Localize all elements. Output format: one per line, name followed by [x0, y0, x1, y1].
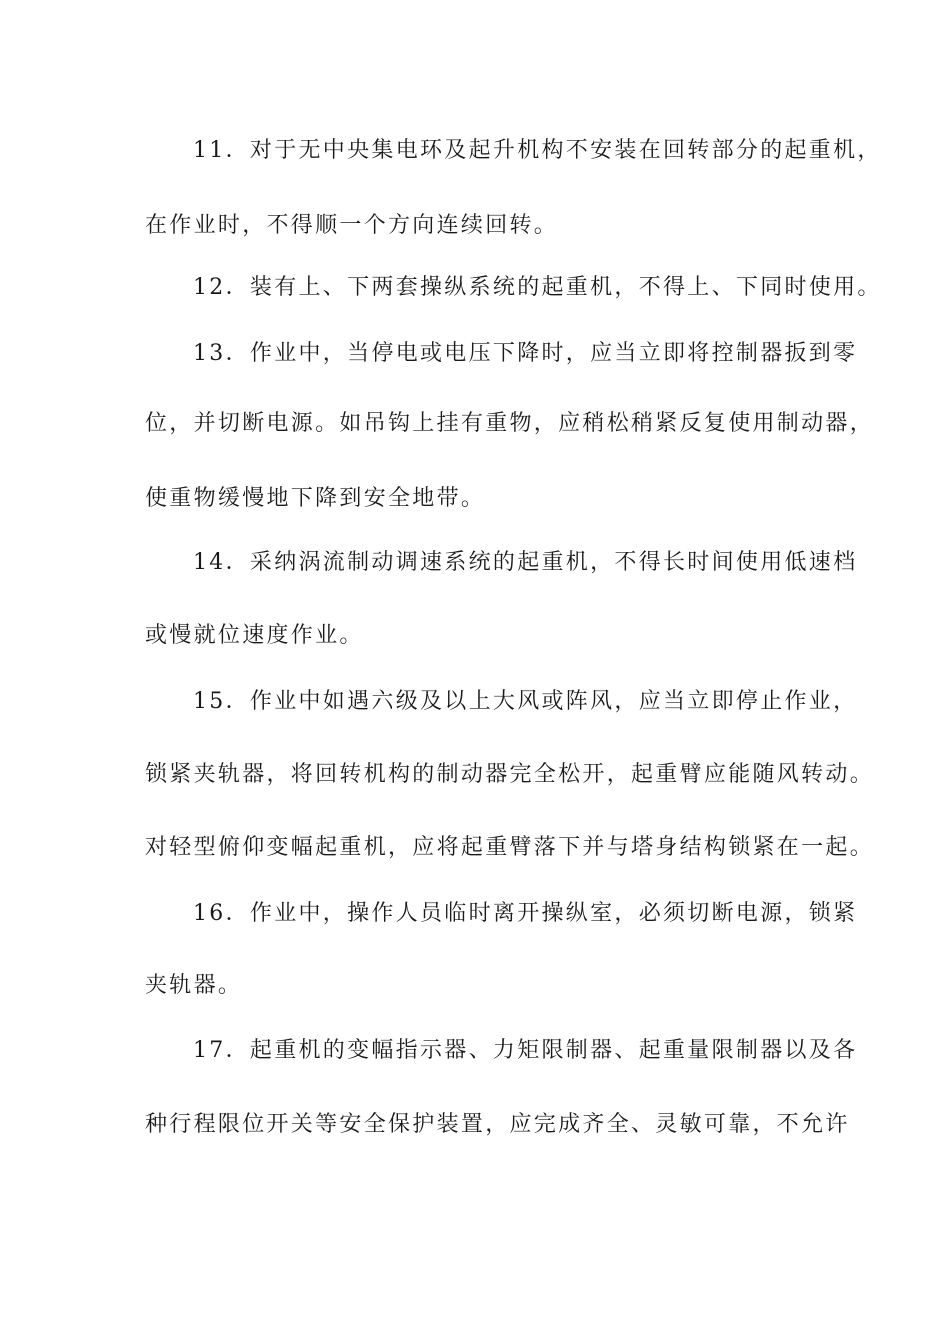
- paragraph-14-line-2: 或慢就位速度作业。: [145, 623, 364, 648]
- paragraph-14-line-1: 14．采纳涡流制动调速系统的起重机，不得长时间使用低速档: [193, 550, 858, 575]
- paragraph-13-line-1: 13．作业中，当停电或电压下降时，应当立即将控制器扳到零: [193, 341, 858, 366]
- paragraph-16-line-1: 16．作业中，操作人员临时离开操纵室，必须切断电源，锁紧: [193, 901, 858, 926]
- paragraph-13-line-3: 使重物缓慢地下降到安全地带。: [145, 486, 486, 511]
- paragraph-17-line-2: 种行程限位开关等安全保护装置，应完成齐全、灵敏可靠，不允许: [145, 1112, 850, 1137]
- paragraph-16-line-2: 夹轨器。: [145, 973, 243, 998]
- paragraph-13-line-2: 位，并切断电源。如吊钩上挂有重物，应稍松稍紧反复使用制动器，: [145, 411, 875, 436]
- paragraph-12-line-1: 12．装有上、下两套操纵系统的起重机，不得上、下同时使用。: [193, 275, 882, 300]
- paragraph-15-line-3: 对轻型俯仰变幅起重机，应将起重臂落下并与塔身结构锁紧在一起。: [145, 835, 875, 860]
- paragraph-17-line-1: 17．起重机的变幅指示器、力矩限制器、起重量限制器以及各: [193, 1038, 858, 1063]
- paragraph-15-line-1: 15．作业中如遇六级及以上大风或阵风，应当立即停止作业，: [193, 689, 858, 714]
- paragraph-11-line-1: 11．对于无中央集电环及起升机构不安装在回转部分的起重机，: [193, 138, 882, 163]
- paragraph-15-line-2: 锁紧夹轨器，将回转机构的制动器完全松开，起重臂应能随风转动。: [145, 762, 875, 787]
- paragraph-11-line-2: 在作业时，不得顺一个方向连续回转。: [145, 213, 559, 238]
